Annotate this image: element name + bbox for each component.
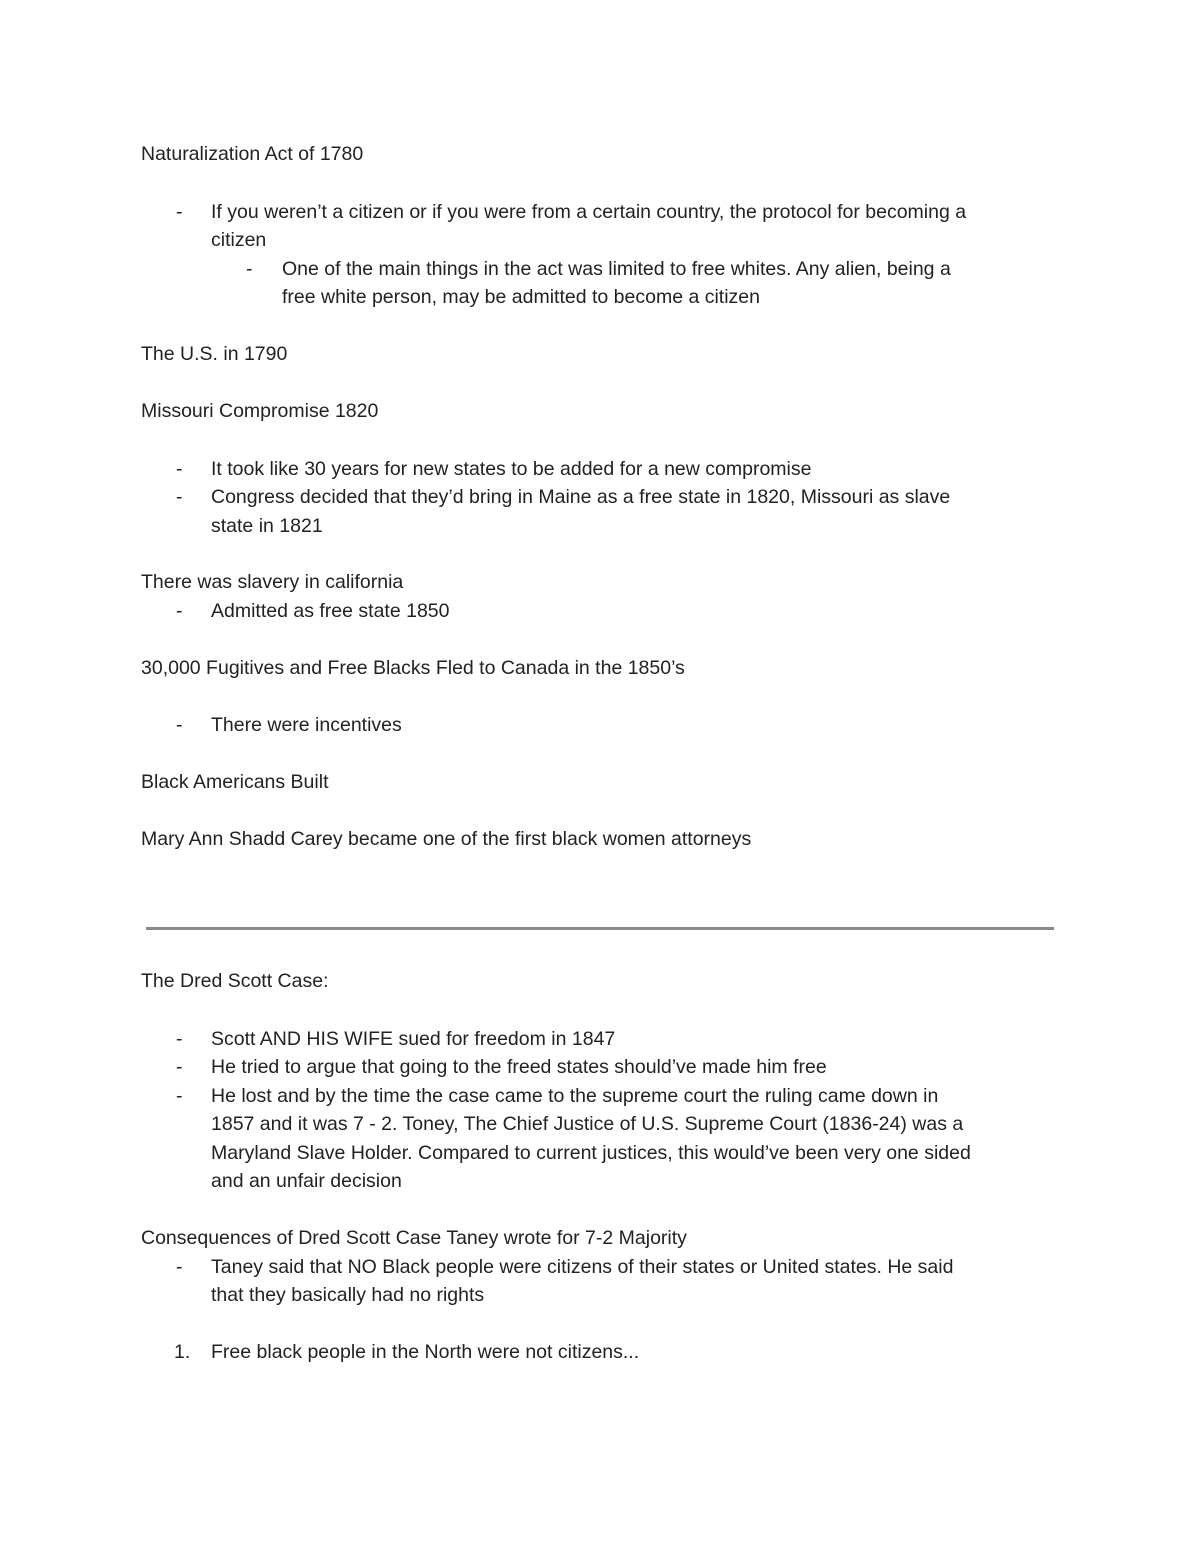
heading-us-1790: The U.S. in 1790 xyxy=(141,343,288,365)
paragraph-mary-ann-shadd-carey: Mary Ann Shadd Carey became one of the first black women attorneys xyxy=(141,828,752,850)
bullet-text-line: state in 1821 xyxy=(211,515,323,537)
bullet-text-line: 1857 and it was 7 - 2. Toney, The Chief Justice of U.S. Supreme Court (1836-24) was a xyxy=(211,1113,964,1135)
bullet-text-line: that they basically had no rights xyxy=(211,1284,485,1306)
bullet-marker: - xyxy=(176,1056,183,1078)
sub-bullet-text-line: One of the main things in the act was limited to free whites. Any alien, being a xyxy=(282,258,951,280)
heading-consequences-dred-scott: Consequences of Dred Scott Case Taney wrote for 7-2 Majority xyxy=(141,1227,687,1249)
bullet-text-line: Admitted as free state 1850 xyxy=(211,600,450,622)
bullet-text-line: Congress decided that they’d bring in Maine as a free state in 1820, Missouri as slave xyxy=(211,486,951,508)
horizontal-divider xyxy=(146,927,1054,930)
bullet-text-line: citizen xyxy=(211,229,267,251)
bullet-text-line: If you weren’t a citizen or if you were from a certain country, the protocol for becoming a xyxy=(211,201,967,223)
bullet-marker: - xyxy=(176,1256,183,1278)
bullet-text-line: He lost and by the time the case came to the supreme court the ruling came down in xyxy=(211,1085,939,1107)
sub-bullet-marker: - xyxy=(246,258,253,280)
bullet-text-line: Maryland Slave Holder. Compared to current justices, this would’ve been very one sided xyxy=(211,1142,971,1164)
numbered-list-marker: 1. xyxy=(174,1341,191,1363)
heading-slavery-california: There was slavery in california xyxy=(141,571,404,593)
bullet-text-line: He tried to argue that going to the freed states should’ve made him free xyxy=(211,1056,827,1078)
bullet-marker: - xyxy=(176,714,183,736)
bullet-marker: - xyxy=(176,600,183,622)
heading-fugitives-canada: 30,000 Fugitives and Free Blacks Fled to Canada in the 1850’s xyxy=(141,657,685,679)
bullet-text-line: and an unfair decision xyxy=(211,1170,402,1192)
numbered-list-text: Free black people in the North were not citizens... xyxy=(211,1341,640,1363)
heading-missouri-compromise: Missouri Compromise 1820 xyxy=(141,400,379,422)
bullet-text-line: There were incentives xyxy=(211,714,402,736)
bullet-marker: - xyxy=(176,1085,183,1107)
bullet-marker: - xyxy=(176,201,183,223)
bullet-text-line: It took like 30 years for new states to be added for a new compromise xyxy=(211,458,812,480)
bullet-text-line: Scott AND HIS WIFE sued for freedom in 1847 xyxy=(211,1028,616,1050)
sub-bullet-text-line: free white person, may be admitted to become a citizen xyxy=(282,286,760,308)
bullet-marker: - xyxy=(176,1028,183,1050)
heading-black-americans-built: Black Americans Built xyxy=(141,771,329,793)
bullet-text-line: Taney said that NO Black people were citizens of their states or United states. He said xyxy=(211,1256,954,1278)
bullet-marker: - xyxy=(176,458,183,480)
bullet-marker: - xyxy=(176,486,183,508)
heading-naturalization-act: Naturalization Act of 1780 xyxy=(141,143,364,165)
heading-dred-scott-case: The Dred Scott Case: xyxy=(141,970,329,992)
